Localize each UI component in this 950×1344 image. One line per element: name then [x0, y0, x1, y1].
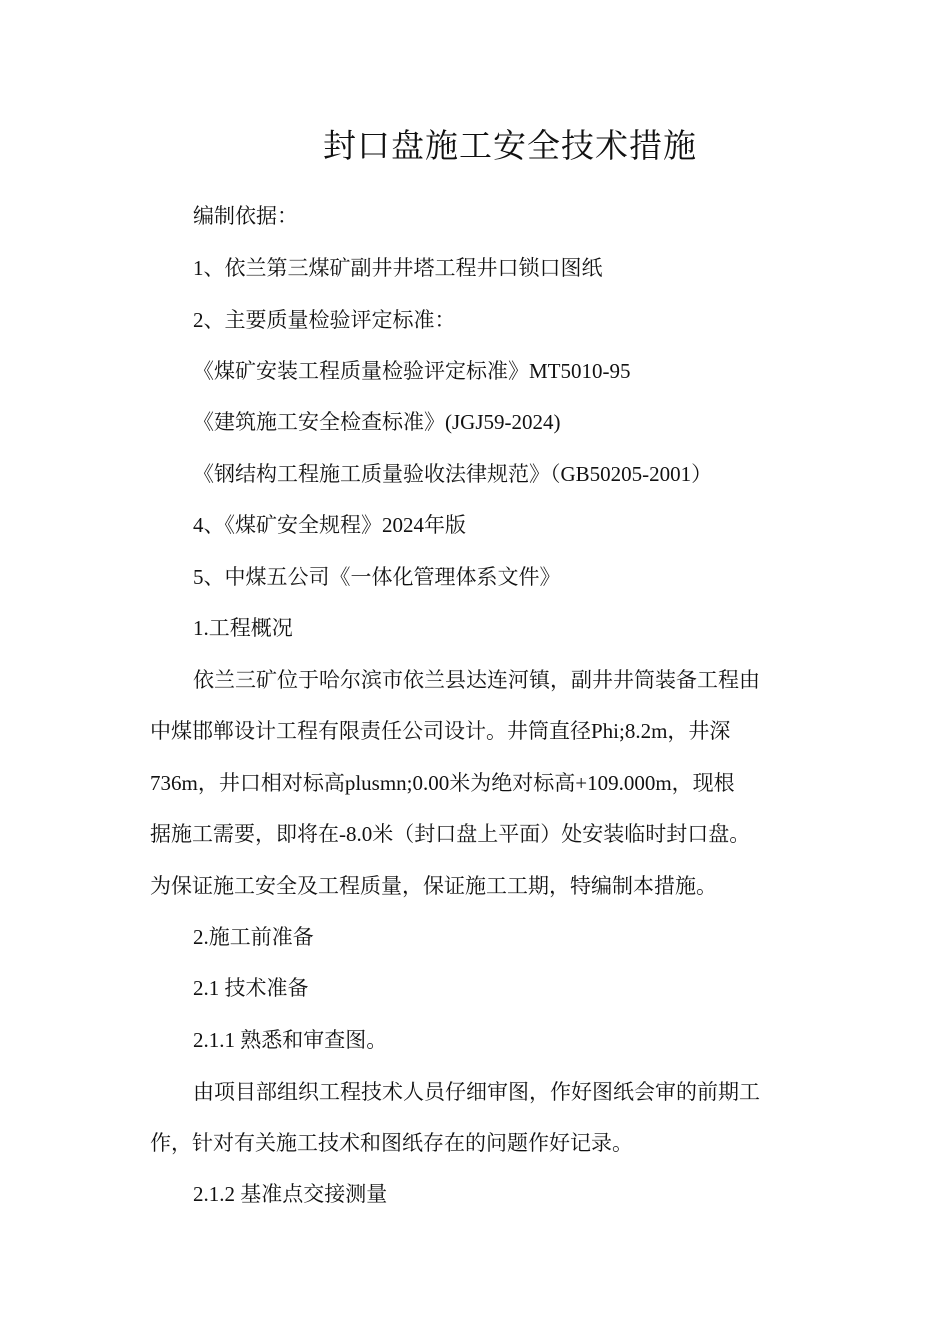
- basis-item-drawings: 1、依兰第三煤矿副井井塔工程井口锁口图纸: [193, 256, 603, 280]
- section1-line: 为保证施工安全及工程质量，保证施工工期，特编制本措施。: [150, 874, 717, 898]
- section2-1-1-line: 作，针对有关施工技术和图纸存在的问题作好记录。: [150, 1131, 633, 1155]
- section2-1-2-heading: 2.1.2 基准点交接测量: [193, 1182, 388, 1206]
- section1-line: 中煤邯郸设计工程有限责任公司设计。井筒直径Phi;8.2m，井深: [150, 719, 731, 743]
- basis-item-standards: 2、主要质量检验评定标准：: [193, 308, 456, 332]
- basis-heading: 编制依据：: [193, 204, 298, 228]
- basis-item-mt5010: 《煤矿安装工程质量检验评定标准》MT5010-95: [193, 359, 631, 383]
- basis-item-safety-rules: 4、《煤矿安全规程》2024年版: [193, 513, 466, 537]
- section2-1-1-line: 由项目部组织工程技术人员仔细审图，作好图纸会审的前期工: [193, 1080, 760, 1104]
- section1-line: 依兰三矿位于哈尔滨市依兰县达连河镇，副井井筒装备工程由: [193, 668, 760, 692]
- section2-1-1-heading: 2.1.1 熟悉和审查图。: [193, 1028, 388, 1052]
- section1-line: 据施工需要，即将在-8.0米（封口盘上平面）处安装临时封口盘。: [150, 822, 751, 846]
- section2-heading: 2.施工前准备: [193, 925, 314, 949]
- basis-item-management-system: 5、中煤五公司《一体化管理体系文件》: [193, 565, 561, 589]
- section2-1-heading: 2.1 技术准备: [193, 976, 309, 1000]
- section1-heading: 1.工程概况: [193, 616, 293, 640]
- basis-item-gb50205: 《钢结构工程施工质量验收法律规范》（GB50205-2001）: [193, 462, 713, 486]
- section1-line: 736m，井口相对标高plusmn;0.00米为绝对标高+109.000m，现根: [150, 771, 735, 795]
- document-title: 封口盘施工安全技术措施: [323, 129, 697, 165]
- basis-item-jgj59: 《建筑施工安全检查标准》(JGJ59-2024): [193, 410, 561, 434]
